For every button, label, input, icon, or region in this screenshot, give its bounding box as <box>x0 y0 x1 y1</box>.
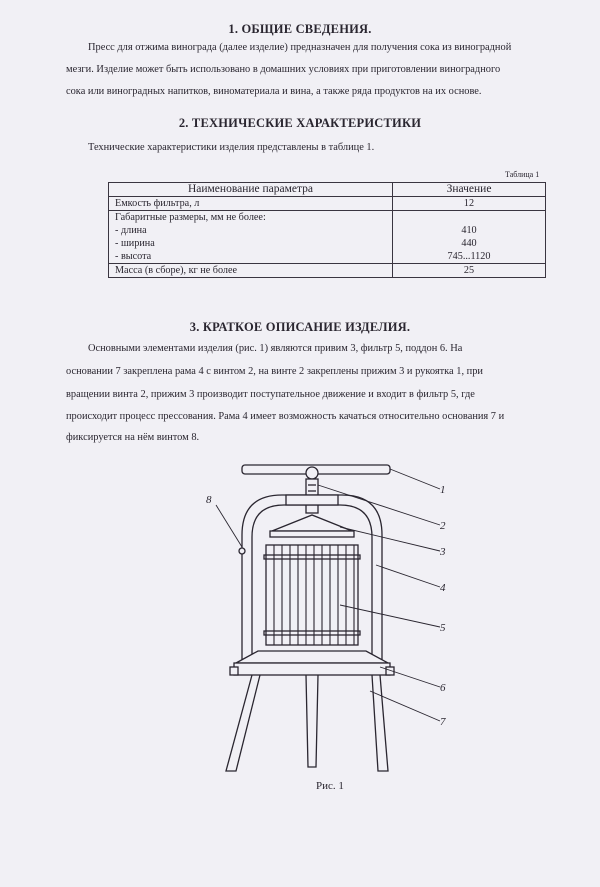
param-name: Масса (в сборе), кг не более <box>109 264 393 278</box>
param-value: 745...1120 <box>447 251 491 262</box>
section-1-line-3: сока или виноградных напитков, виноматериала и вина, а также ряда продуктов на их основе. <box>66 86 482 97</box>
table-label: Таблица 1 <box>505 170 540 179</box>
tray <box>236 651 388 663</box>
param-name: - длина <box>115 225 147 236</box>
param-value: 410 <box>461 225 477 236</box>
callout-7: 7 <box>440 716 446 728</box>
callout-2: 2 <box>440 520 446 532</box>
section-3-line-3: вращении винта 2, прижим 3 производит поступательное движение и входит в фильтр 5, где <box>66 389 475 400</box>
callout-8: 8 <box>206 494 212 506</box>
section-1-line-1: Пресс для отжима винограда (далее изделие) предназначен для получения сока из виноградной <box>88 42 512 53</box>
press-figure <box>190 455 470 775</box>
spec-table <box>108 182 546 278</box>
figure-caption: Рис. 1 <box>316 780 344 792</box>
section-3-line-4: происходит процесс прессования. Рама 4 имеет возможность качаться относительно основания 7 и <box>66 411 505 422</box>
leg-right <box>372 675 388 771</box>
section-3-heading: 3. КРАТКОЕ ОПИСАНИЕ ИЗДЕЛИЯ. <box>189 320 411 334</box>
callout-1: 1 <box>440 484 446 496</box>
filter-basket <box>266 545 358 645</box>
table-header-value: Значение <box>393 183 546 197</box>
pressing-plate <box>272 515 352 531</box>
table-intro: Технические характеристики изделия представлены в таблице 1. <box>88 142 375 153</box>
param-value <box>399 211 539 224</box>
leg-left <box>226 675 260 771</box>
param-name: - ширина <box>115 238 155 249</box>
fixing-screw <box>239 548 245 554</box>
table-row <box>109 197 546 211</box>
param-value: 440 <box>461 238 477 249</box>
param-name: Габаритные размеры, мм не более: <box>115 212 266 223</box>
section-1-line-2: мезги. Изделие может быть использовано в домашних условиях при приготовлении виноградного <box>66 64 501 75</box>
param-value: 12 <box>393 197 546 211</box>
table-header-row <box>109 183 546 197</box>
table-row <box>109 211 546 264</box>
section-1-heading: 1. ОБЩИЕ СВЕДЕНИЯ. <box>228 22 372 36</box>
param-name: - высота <box>115 251 152 262</box>
callout-6: 6 <box>440 682 446 694</box>
callout-3: 3 <box>440 546 446 558</box>
section-3-line-2: основании 7 закреплена рама 4 с винтом 2, на винте 2 закреплены прижим 3 и рукоятка 1, при <box>66 366 483 377</box>
section-3-line-5: фиксируется на нём винтом 8. <box>66 432 200 443</box>
table-header-param: Наименование параметра <box>109 183 393 197</box>
callout-4: 4 <box>440 582 446 594</box>
leg-center <box>306 675 318 767</box>
callout-5: 5 <box>440 622 446 634</box>
section-3-line-1: Основными элементами изделия (рис. 1) являются привим 3, фильтр 5, поддон 6. На <box>88 343 463 354</box>
param-name: Емкость фильтра, л <box>109 197 393 211</box>
table-row <box>109 264 546 278</box>
section-2-heading: 2. ТЕХНИЧЕСКИЕ ХАРАКТЕРИСТИКИ <box>178 116 422 130</box>
screw-knob <box>306 467 318 479</box>
param-value: 25 <box>393 264 546 278</box>
